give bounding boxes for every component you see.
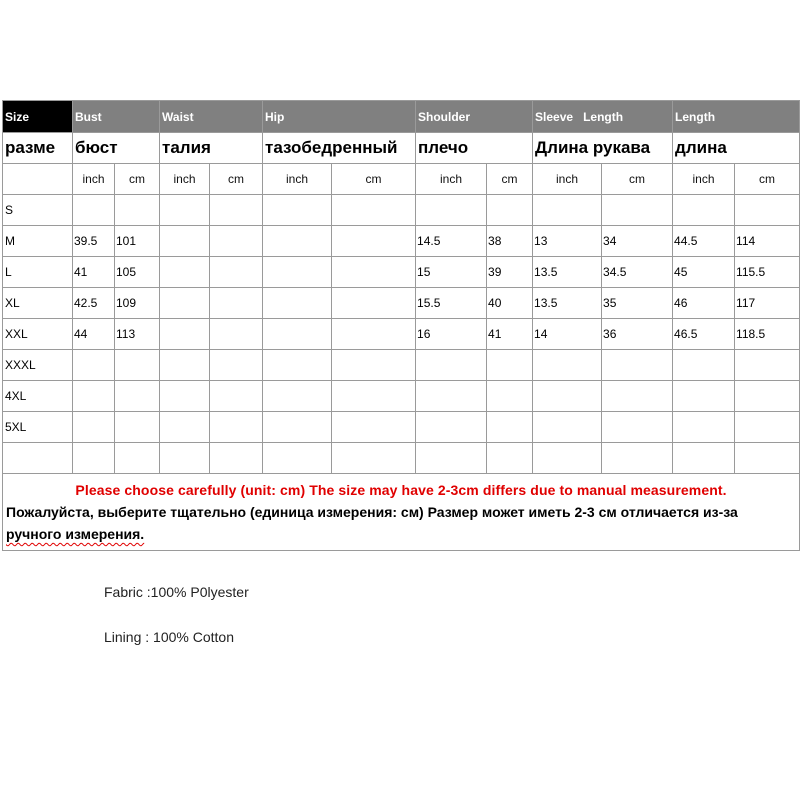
measurement-cell-length-cm: 114	[735, 226, 800, 257]
measurement-cell-hip-cm	[332, 350, 416, 381]
size-cell: 5XL	[3, 412, 73, 443]
measurement-cell-length-in	[673, 412, 735, 443]
header-ru-shoulder: плечо	[416, 133, 533, 164]
unit-row	[3, 164, 800, 195]
unit-cm: cm	[332, 164, 416, 195]
measurement-cell-sleeve-in: 13	[533, 226, 602, 257]
measurement-cell-bust-cm	[115, 412, 160, 443]
header-waist: Waist	[160, 101, 263, 133]
measurement-cell-sleeve-cm	[602, 412, 673, 443]
measurement-cell-length-cm	[735, 381, 800, 412]
size-cell: XXXL	[3, 350, 73, 381]
measurement-cell-hip-cm	[332, 257, 416, 288]
measurement-cell-waist-in	[160, 288, 210, 319]
measurement-cell-length-in	[673, 195, 735, 226]
measurement-cell-waist-in	[160, 319, 210, 350]
unit-inch: inch	[416, 164, 487, 195]
table-row	[3, 288, 800, 319]
measurement-cell-sleeve-cm	[602, 350, 673, 381]
measurement-cell-length-cm: 118.5	[735, 319, 800, 350]
size-cell: XXL	[3, 319, 73, 350]
measurement-cell-sleeve-in: 13.5	[533, 257, 602, 288]
fabric-info: Fabric :100% P0lyester	[104, 584, 249, 600]
unit-inch: inch	[73, 164, 115, 195]
measurement-cell-hip-cm	[332, 226, 416, 257]
measurement-cell-length-cm	[735, 195, 800, 226]
measurement-cell-waist-cm	[210, 350, 263, 381]
measurement-cell-waist-cm	[210, 226, 263, 257]
table-row	[3, 443, 800, 474]
measurement-cell-bust-in	[73, 381, 115, 412]
unit-cm: cm	[210, 164, 263, 195]
note-russian	[3, 501, 799, 545]
size-cell: 4XL	[3, 381, 73, 412]
header-ru-hip: тазобедренный	[263, 133, 416, 164]
measurement-cell-waist-cm	[210, 195, 263, 226]
measurement-cell-shoulder-in: 15	[416, 257, 487, 288]
size-chart-table	[2, 100, 800, 551]
measurement-cell-shoulder-cm: 38	[487, 226, 533, 257]
measurement-cell-hip-in	[263, 443, 332, 474]
measurement-cell-length-cm	[735, 443, 800, 474]
measurement-cell-sleeve-in	[533, 350, 602, 381]
measurement-cell-length-in	[673, 443, 735, 474]
table-row	[3, 350, 800, 381]
header-row-english	[3, 101, 800, 133]
measurement-cell-hip-cm	[332, 288, 416, 319]
header-length: Length	[673, 101, 800, 133]
unit-inch: inch	[533, 164, 602, 195]
size-cell: M	[3, 226, 73, 257]
measurement-cell-waist-in	[160, 350, 210, 381]
measurement-cell-shoulder-cm	[487, 195, 533, 226]
measurement-cell-hip-in	[263, 319, 332, 350]
header-ru-bust: бюст	[73, 133, 160, 164]
note-english: Please choose carefully (unit: cm) The size may have 2-3cm differs due to manual measurement.	[75, 482, 727, 498]
measurement-cell-hip-cm	[332, 412, 416, 443]
lining-info: Lining : 100% Cotton	[104, 629, 234, 645]
note-cell	[3, 474, 800, 551]
measurement-cell-shoulder-cm	[487, 443, 533, 474]
measurement-cell-sleeve-cm: 36	[602, 319, 673, 350]
measurement-cell-bust-cm: 109	[115, 288, 160, 319]
measurement-cell-shoulder-in	[416, 195, 487, 226]
measurement-cell-length-cm	[735, 350, 800, 381]
measurement-cell-shoulder-in	[416, 412, 487, 443]
measurement-cell-shoulder-in: 15.5	[416, 288, 487, 319]
measurement-cell-length-in: 44.5	[673, 226, 735, 257]
measurement-cell-hip-in	[263, 381, 332, 412]
measurement-cell-shoulder-cm	[487, 381, 533, 412]
measurement-cell-bust-cm	[115, 195, 160, 226]
unit-inch: inch	[160, 164, 210, 195]
measurement-cell-bust-cm	[115, 381, 160, 412]
measurement-cell-sleeve-in	[533, 381, 602, 412]
header-ru-sleeve-length: Длина рукава	[533, 133, 673, 164]
header-row-russian	[3, 133, 800, 164]
size-cell: S	[3, 195, 73, 226]
measurement-cell-sleeve-in	[533, 412, 602, 443]
measurement-cell-waist-cm	[210, 443, 263, 474]
measurement-cell-bust-in	[73, 443, 115, 474]
measurement-cell-shoulder-in: 16	[416, 319, 487, 350]
measurement-cell-shoulder-cm: 41	[487, 319, 533, 350]
measurement-cell-hip-cm	[332, 195, 416, 226]
measurement-cell-waist-cm	[210, 412, 263, 443]
measurement-cell-sleeve-in: 13.5	[533, 288, 602, 319]
size-cell: XL	[3, 288, 73, 319]
measurement-cell-shoulder-cm	[487, 412, 533, 443]
measurement-cell-sleeve-cm	[602, 195, 673, 226]
unit-cm: cm	[602, 164, 673, 195]
measurement-cell-shoulder-in	[416, 443, 487, 474]
measurement-cell-shoulder-in: 14.5	[416, 226, 487, 257]
measurement-cell-bust-in	[73, 350, 115, 381]
header-bust: Bust	[73, 101, 160, 133]
measurement-cell-waist-cm	[210, 381, 263, 412]
table-row	[3, 381, 800, 412]
header-ru-waist: талия	[160, 133, 263, 164]
measurement-cell-sleeve-cm	[602, 381, 673, 412]
measurement-cell-bust-in	[73, 195, 115, 226]
table-row	[3, 195, 800, 226]
header-size: Size	[3, 101, 73, 133]
size-cell: L	[3, 257, 73, 288]
measurement-cell-waist-cm	[210, 288, 263, 319]
measurement-cell-hip-cm	[332, 443, 416, 474]
measurement-cell-sleeve-in: 14	[533, 319, 602, 350]
measurement-cell-hip-in	[263, 195, 332, 226]
measurement-cell-length-in: 45	[673, 257, 735, 288]
measurement-cell-hip-in	[263, 257, 332, 288]
measurement-cell-waist-in	[160, 381, 210, 412]
measurement-cell-hip-in	[263, 412, 332, 443]
header-shoulder: Shoulder	[416, 101, 533, 133]
measurement-cell-length-cm: 117	[735, 288, 800, 319]
measurement-cell-bust-cm: 113	[115, 319, 160, 350]
header-ru-size: разме	[3, 133, 73, 164]
measurement-cell-waist-in	[160, 412, 210, 443]
measurement-cell-waist-in	[160, 257, 210, 288]
unit-cell-empty	[3, 164, 73, 195]
measurement-cell-hip-cm	[332, 381, 416, 412]
measurement-cell-sleeve-cm: 34	[602, 226, 673, 257]
measurement-cell-sleeve-in	[533, 195, 602, 226]
measurement-cell-length-in	[673, 381, 735, 412]
measurement-cell-hip-in	[263, 288, 332, 319]
measurement-cell-bust-cm	[115, 443, 160, 474]
measurement-cell-sleeve-in	[533, 443, 602, 474]
measurement-cell-waist-in	[160, 226, 210, 257]
header-ru-length: длина	[673, 133, 800, 164]
table-row	[3, 412, 800, 443]
size-data-rows	[3, 195, 800, 474]
measurement-cell-waist-in	[160, 195, 210, 226]
measurement-cell-bust-cm: 101	[115, 226, 160, 257]
measurement-cell-waist-cm	[210, 257, 263, 288]
size-cell	[3, 443, 73, 474]
measurement-cell-length-in	[673, 350, 735, 381]
measurement-cell-bust-in: 44	[73, 319, 115, 350]
note-russian-line1: Пожалуйста, выберите тщательно (единица измерения: см) Размер может иметь 2-3 см отличается из-за	[6, 504, 738, 520]
measurement-cell-length-in: 46	[673, 288, 735, 319]
measurement-cell-waist-in	[160, 443, 210, 474]
table-row	[3, 226, 800, 257]
measurement-cell-waist-cm	[210, 319, 263, 350]
measurement-cell-bust-cm: 105	[115, 257, 160, 288]
measurement-cell-shoulder-cm	[487, 350, 533, 381]
note-row	[3, 474, 800, 551]
measurement-cell-bust-in	[73, 412, 115, 443]
measurement-cell-shoulder-in	[416, 350, 487, 381]
measurement-cell-shoulder-cm: 39	[487, 257, 533, 288]
measurement-cell-length-in: 46.5	[673, 319, 735, 350]
unit-inch: inch	[673, 164, 735, 195]
unit-cm: cm	[115, 164, 160, 195]
unit-cm: cm	[487, 164, 533, 195]
measurement-cell-bust-in: 39.5	[73, 226, 115, 257]
table-row	[3, 257, 800, 288]
header-sleeve-length: Sleeve Length	[533, 101, 673, 133]
measurement-cell-bust-cm	[115, 350, 160, 381]
measurement-cell-shoulder-cm: 40	[487, 288, 533, 319]
measurement-cell-bust-in: 41	[73, 257, 115, 288]
measurement-cell-hip-in	[263, 350, 332, 381]
measurement-cell-shoulder-in	[416, 381, 487, 412]
measurement-cell-length-cm	[735, 412, 800, 443]
measurement-cell-sleeve-cm	[602, 443, 673, 474]
measurement-cell-sleeve-cm: 34.5	[602, 257, 673, 288]
measurement-cell-hip-in	[263, 226, 332, 257]
measurement-cell-length-cm: 115.5	[735, 257, 800, 288]
measurement-cell-hip-cm	[332, 319, 416, 350]
measurement-cell-sleeve-cm: 35	[602, 288, 673, 319]
header-hip: Hip	[263, 101, 416, 133]
measurement-cell-bust-in: 42.5	[73, 288, 115, 319]
note-russian-line2: ручного измерения.	[6, 526, 145, 542]
unit-inch: inch	[263, 164, 332, 195]
unit-cm: cm	[735, 164, 800, 195]
table-row	[3, 319, 800, 350]
